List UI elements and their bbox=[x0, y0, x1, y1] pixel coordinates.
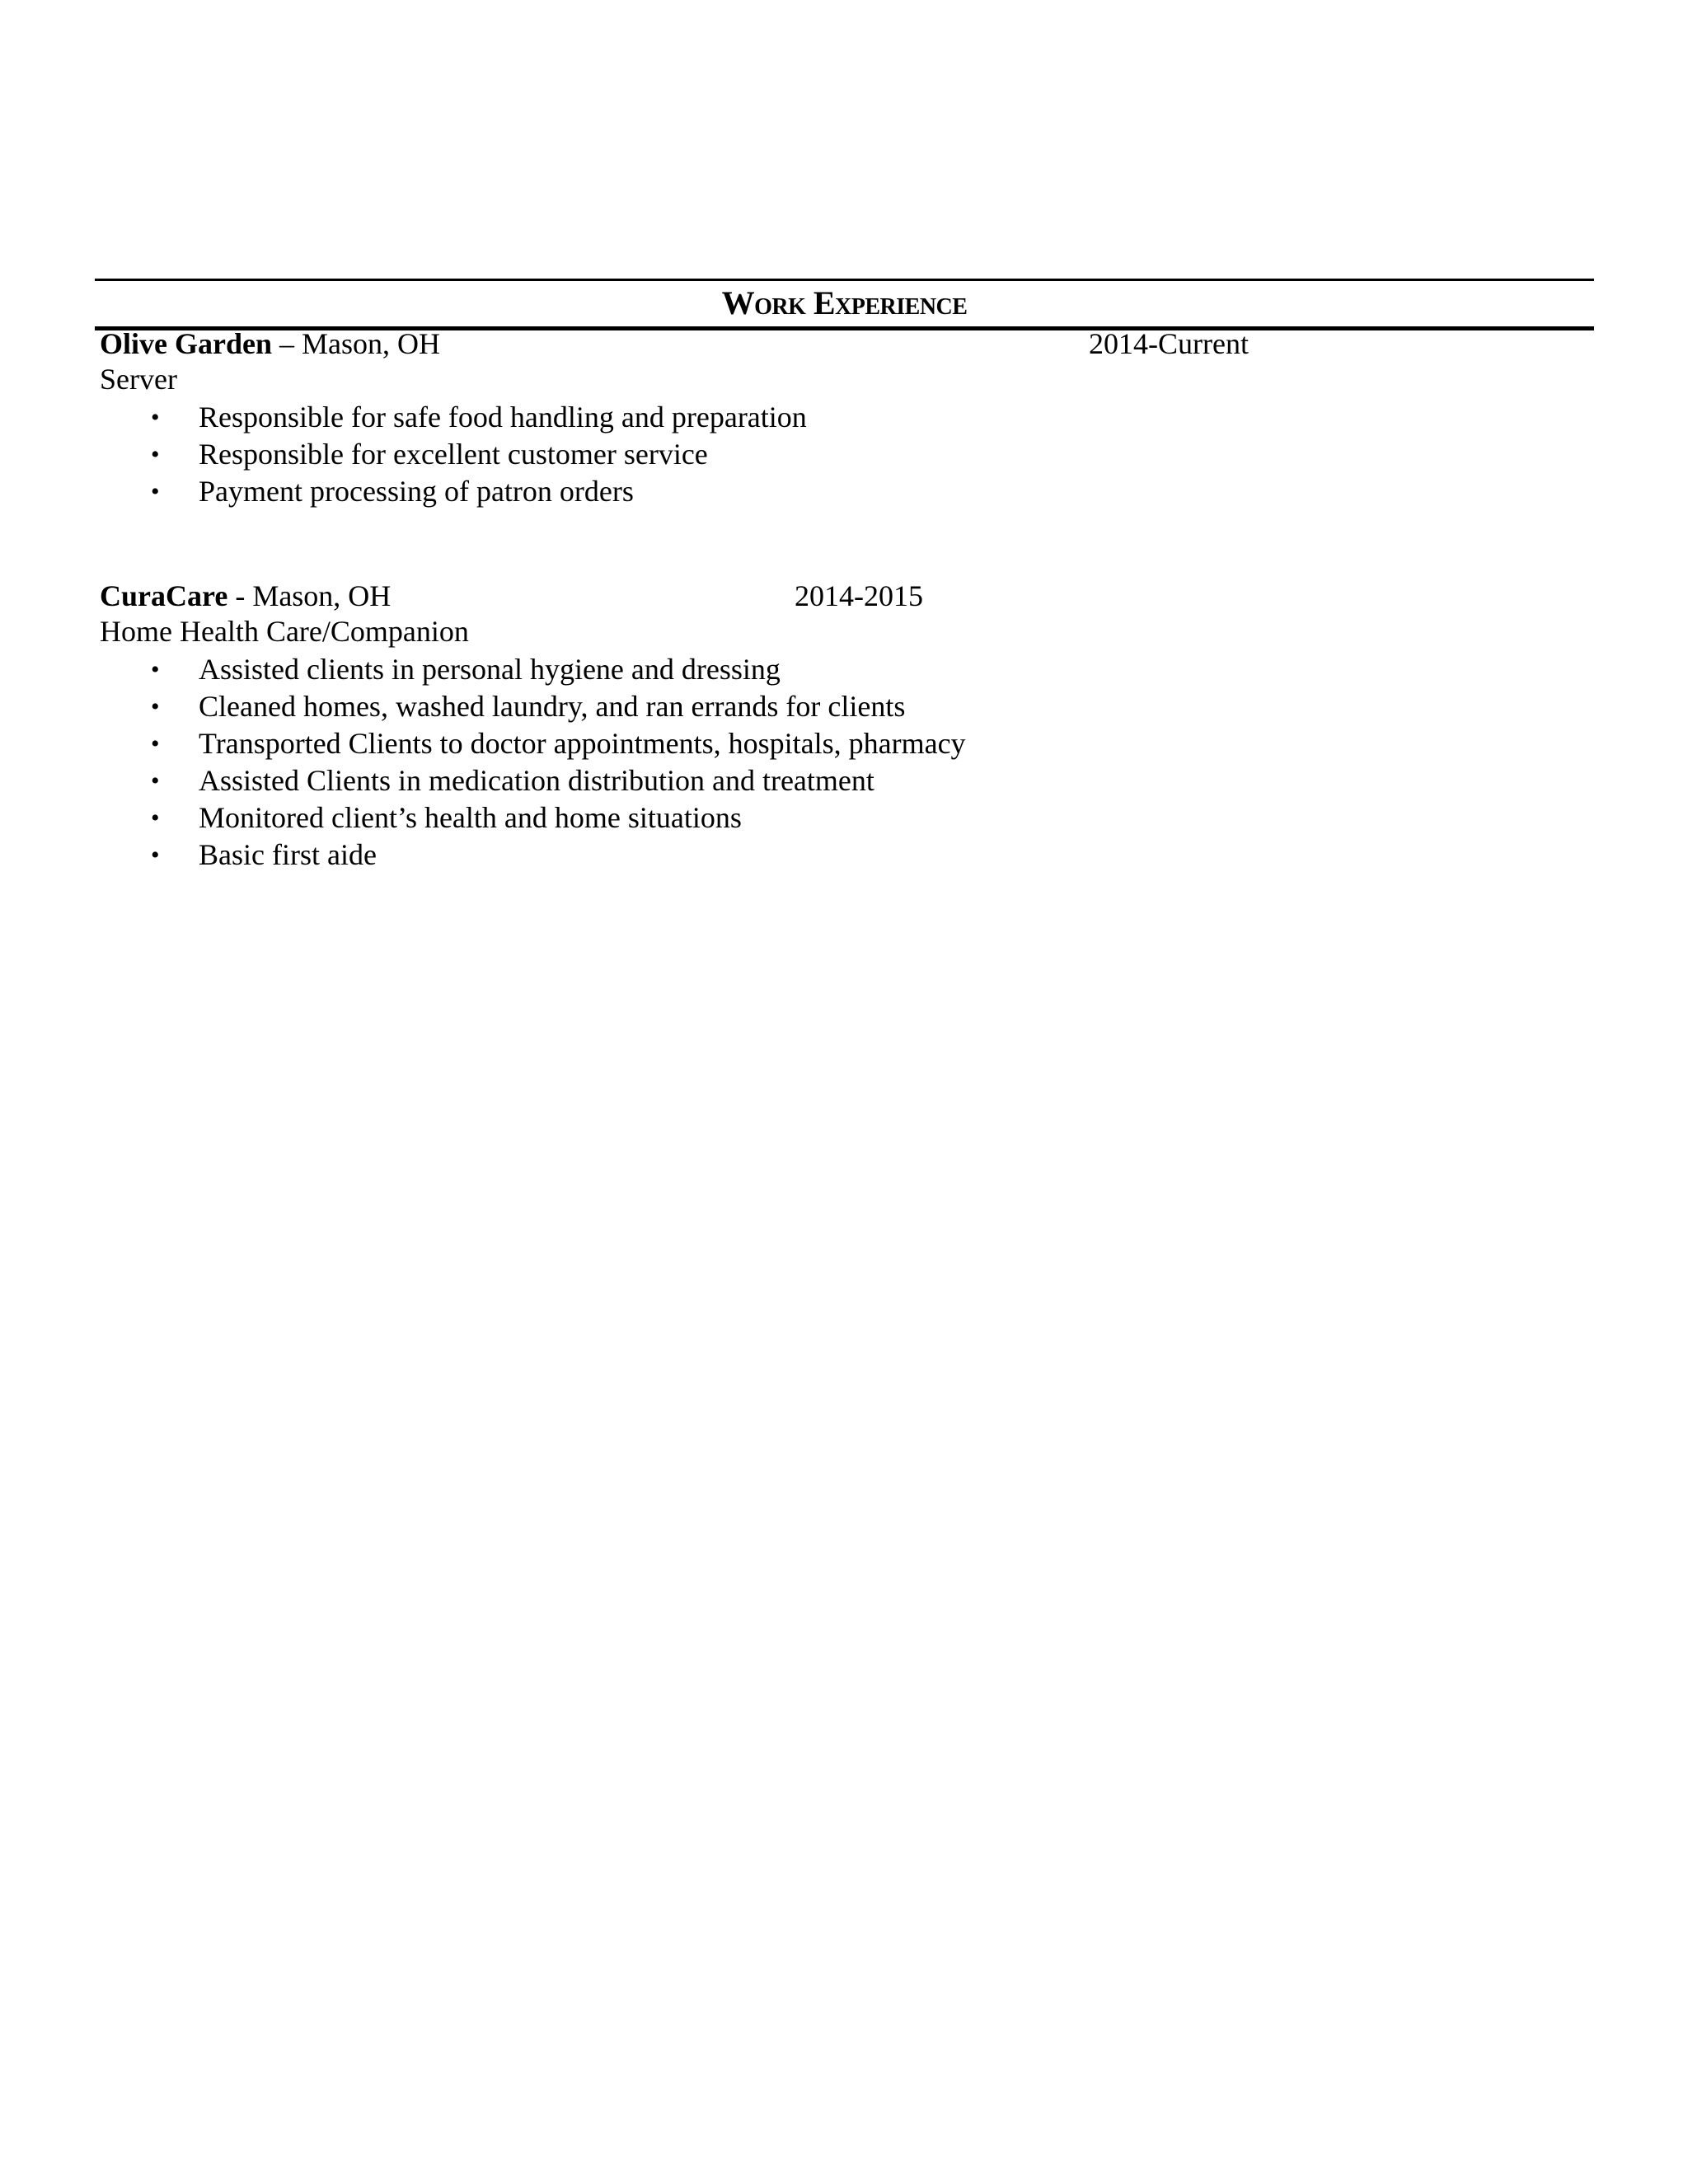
duty-text: Responsible for safe food handling and preparation bbox=[199, 401, 807, 434]
job-location: Mason, OH bbox=[252, 579, 392, 612]
duty-list bbox=[100, 399, 807, 510]
list-item bbox=[100, 399, 807, 436]
list-item bbox=[100, 651, 966, 688]
job-location: Mason, OH bbox=[302, 327, 440, 360]
job-title: Home Health Care/Companion bbox=[100, 615, 469, 648]
job-entry-curacare bbox=[100, 579, 966, 874]
company-name: CuraCare bbox=[100, 579, 228, 612]
duty-text: Cleaned homes, washed laundry, and ran errands for clients bbox=[199, 690, 906, 723]
list-item bbox=[100, 473, 807, 510]
list-item bbox=[100, 837, 966, 874]
list-item bbox=[100, 688, 966, 725]
bullet-dot-icon: • bbox=[151, 730, 160, 757]
job-header bbox=[100, 326, 1249, 362]
job-header bbox=[100, 579, 966, 614]
section-title: Work Experience bbox=[721, 284, 968, 321]
bullet-dot-icon: • bbox=[151, 478, 160, 505]
job-entry-olive-garden bbox=[100, 326, 1249, 510]
bullet-dot-icon: • bbox=[151, 841, 160, 869]
duty-list bbox=[100, 651, 966, 874]
duty-text: Transported Clients to doctor appointments, hospitals, pharmacy bbox=[199, 727, 966, 760]
list-item bbox=[100, 725, 966, 762]
bullet-dot-icon: • bbox=[151, 693, 160, 720]
bullet-dot-icon: • bbox=[151, 656, 160, 683]
bullet-dot-icon: • bbox=[151, 404, 160, 431]
duty-text: Monitored client’s health and home situations bbox=[199, 801, 742, 834]
job-dates: 2014-2015 bbox=[795, 579, 923, 612]
duty-text: Assisted Clients in medication distribution and treatment bbox=[199, 764, 874, 797]
duty-text: Responsible for excellent customer service bbox=[199, 438, 708, 471]
list-item bbox=[100, 762, 966, 799]
company-name: Olive Garden bbox=[100, 327, 272, 360]
bullet-dot-icon: • bbox=[151, 804, 160, 832]
company-separator: – bbox=[272, 327, 302, 360]
bullet-dot-icon: • bbox=[151, 441, 160, 468]
duty-text: Basic first aide bbox=[199, 838, 377, 871]
list-item bbox=[100, 436, 807, 473]
duty-text: Assisted clients in personal hygiene and dressing bbox=[199, 653, 781, 686]
list-item bbox=[100, 799, 966, 837]
job-dates: 2014-Current bbox=[1089, 327, 1249, 360]
duty-text: Payment processing of patron orders bbox=[199, 475, 634, 508]
company-separator: - bbox=[227, 579, 253, 612]
bullet-dot-icon: • bbox=[151, 767, 160, 794]
job-title: Server bbox=[100, 363, 177, 396]
